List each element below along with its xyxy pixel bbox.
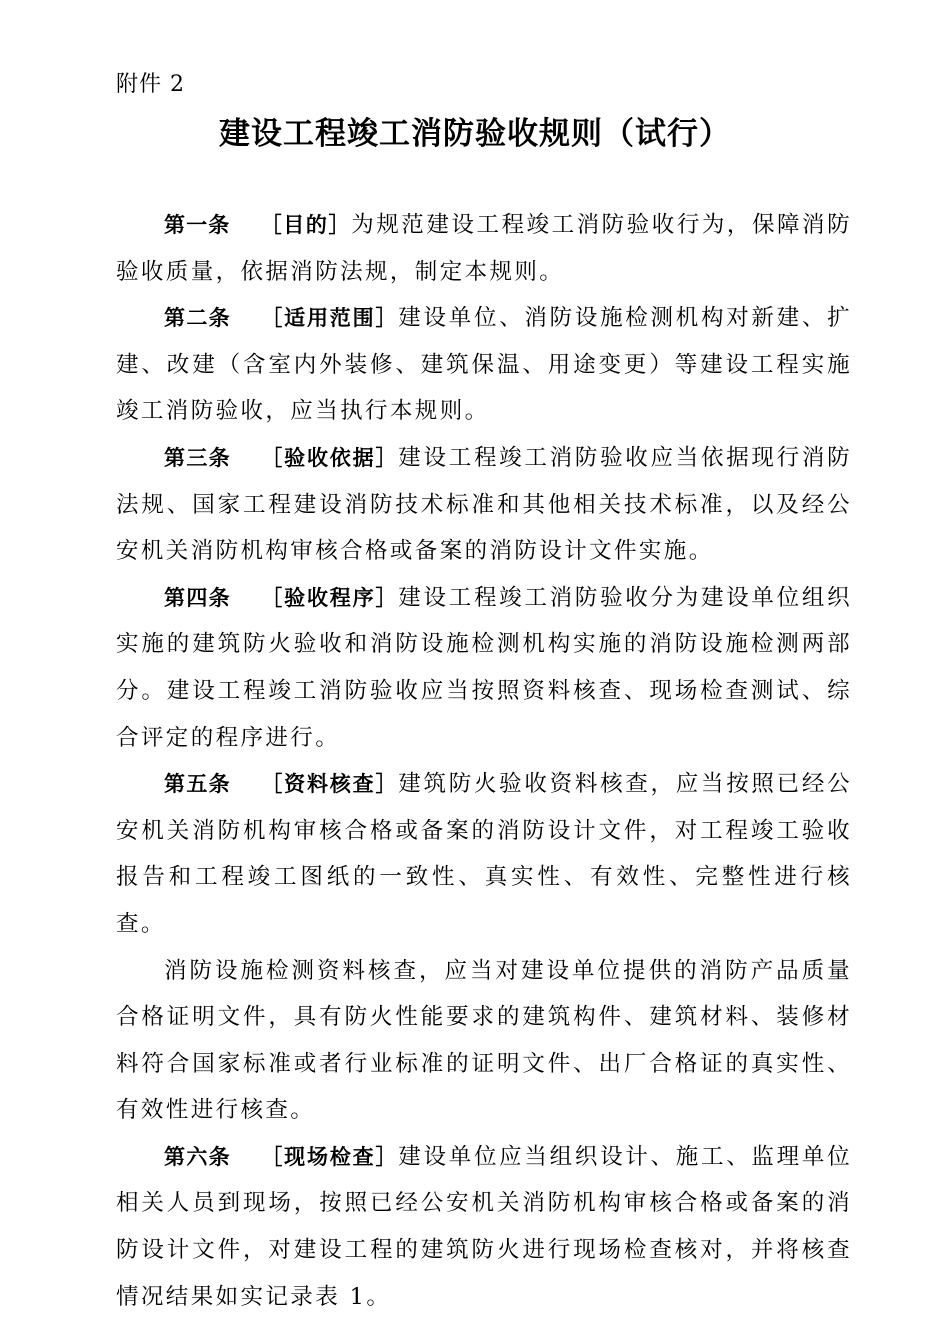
article-number: 第三条 — [164, 445, 231, 470]
article-number: 第一条 — [164, 213, 231, 237]
article-tag: ［验收程序］ — [260, 585, 399, 610]
document-body — [116, 202, 852, 1320]
article-tag: ［目的］ — [260, 213, 352, 237]
article-4 — [116, 575, 852, 761]
article-text: 建设工程竣工消防验收应当依据现行消防法规、国家工程建设消防技术标准和其他相关技术标准，以及经公安机关消防机构审核合格或备案的消防设计文件实施。 — [116, 444, 853, 565]
article-tag: ［验收依据］ — [260, 445, 399, 470]
attachment-label: 附件 2 — [116, 72, 185, 97]
article-text: 建设单位应当组织设计、施工、监理单位相关人员到现场，按照已经公安机关消防机构审核合格或备案的消防设计文件，对建设工程的建筑防火进行现场检查核对，并将核查情况结果如实记录表 1。 — [116, 1143, 853, 1310]
article-number: 第六条 — [164, 1144, 231, 1169]
article-text: 建筑防火验收资料核查，应当按照已经公安机关消防机构审核合格或备案的消防设计文件，对工程竣工验收报告和工程竣工图纸的一致性、真实性、有效性、完整性进行核查。 — [116, 771, 853, 937]
article-1 — [116, 202, 852, 295]
article-2 — [116, 295, 852, 435]
article-5 — [116, 761, 852, 947]
article-number: 第五条 — [164, 772, 231, 797]
article-text: 为规范建设工程竣工消防验收行为，保障消防验收质量，依据消防法规，制定本规则。 — [116, 212, 853, 285]
article-text: 建设单位、消防设施检测机构对新建、扩建、改建（含室内外装修、建筑保温、用途变更）等建设工程实施竣工消防验收，应当执行本规则。 — [116, 305, 853, 425]
article-text: 消防设施检测资料核查，应当对建设单位提供的消防产品质量合格证明文件，具有防火性能要求的建筑构件、建筑材料、装修材料符合国家标准或者行业标准的证明文件、出厂合格证的真实性、有效性进行核查。 — [116, 957, 852, 1124]
article-5-paragraph-2 — [116, 948, 852, 1134]
article-text: 建设工程竣工消防验收分为建设单位组织实施的建筑防火验收和消防设施检测机构实施的消防设施检测两部分。建设工程竣工消防验收应当按照资料核查、现场检查测试、综合评定的程序进行。 — [116, 584, 853, 751]
article-number: 第四条 — [164, 585, 231, 610]
article-tag: ［资料核查］ — [260, 772, 399, 797]
article-3 — [116, 435, 852, 575]
article-tag: ［适用范围］ — [260, 306, 399, 331]
article-6 — [116, 1134, 852, 1320]
article-number: 第二条 — [164, 306, 231, 331]
document-title: 建设工程竣工消防验收规则（试行） — [219, 116, 731, 152]
article-tag: ［现场检查］ — [260, 1144, 399, 1169]
